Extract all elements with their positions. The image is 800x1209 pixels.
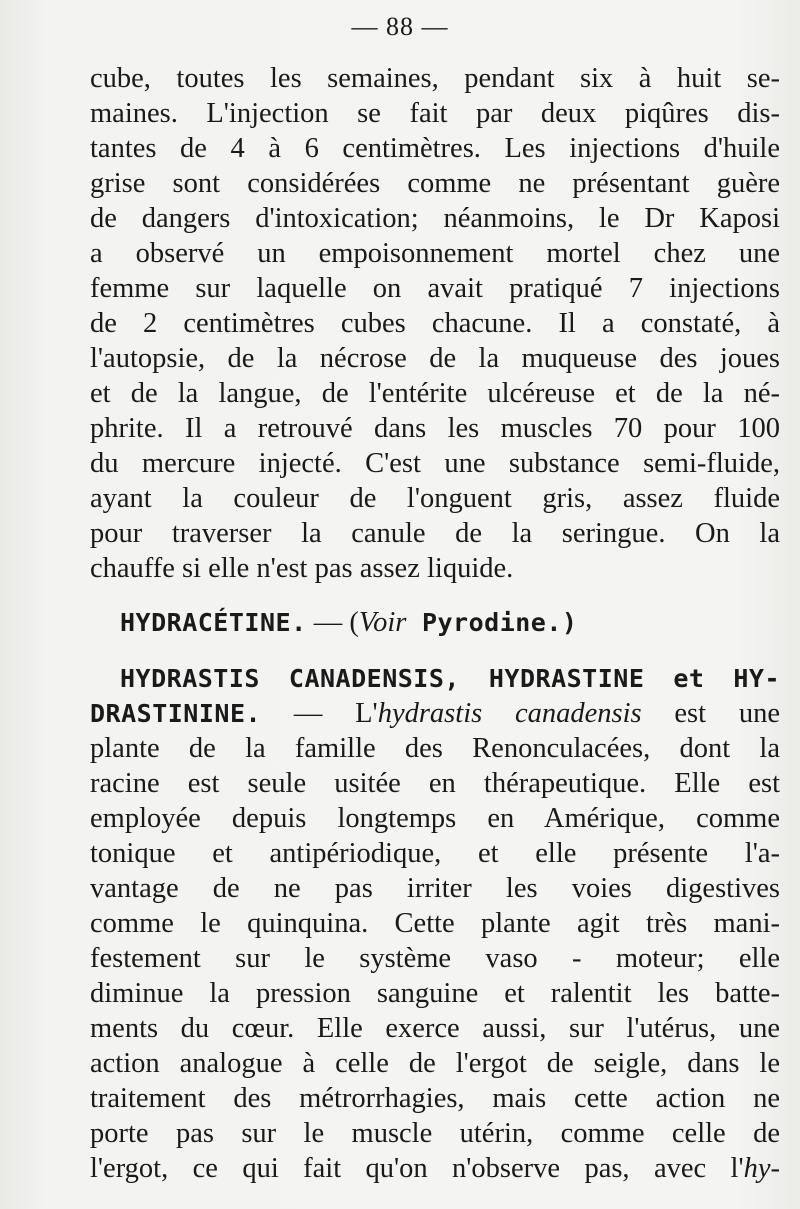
text-line: vantage de ne pas irriter les voies digestives (90, 873, 780, 904)
text-line: festement sur le système vaso - moteur; elle (90, 943, 780, 974)
entry-dash: — L' (261, 698, 378, 729)
text-line: action analogue à celle de l'ergot de seigle, dans le (90, 1048, 780, 1079)
text-line: chauffe si elle n'est pas assez liquide. (90, 553, 514, 584)
text-line: grise sont considérées comme ne présentant guère (90, 168, 780, 199)
text-line: femme sur laquelle on avait pratiqué 7 injections (90, 273, 780, 304)
text-fragment: l'ergot, ce qui fait qu'on n'observe pas, avec l' (90, 1153, 744, 1184)
page-number: — 88 — (351, 12, 449, 41)
cross-reference-target: Pyrodine.) (406, 608, 578, 637)
text-line: l'autopsie, de la nécrose de la muqueuse des joues (90, 343, 780, 374)
text-line: de 2 centimètres cubes chacune. Il a constaté, à (90, 308, 780, 339)
text-line: pour traverser la canule de la seringue. On la (90, 518, 780, 549)
text-line: plante de la famille des Renonculacées, dont la (90, 733, 780, 764)
italic-term: hydrastis canadensis (377, 698, 642, 729)
text-line: cube, toutes les semaines, pendant six à huit se- (90, 63, 780, 94)
entry-heading: HYDRASTIS CANADENSIS, HYDRASTINE et HY- (120, 664, 780, 693)
text-line: tonique et antipériodique, et elle présente l'a- (90, 838, 780, 869)
text-line: comme le quinquina. Cette plante agit très mani- (90, 908, 780, 939)
text-line: du mercure injecté. C'est une substance semi-fluide, (90, 448, 780, 479)
text-line: ayant la couleur de l'onguent gris, assez fluide (90, 483, 780, 514)
text-line: diminue la pression sanguine et ralentit les batte- (90, 978, 780, 1009)
cross-reference-voir: Voir (358, 607, 407, 638)
text-line: employée depuis longtemps en Amérique, comme (90, 803, 780, 834)
text-line: a observé un empoisonnement mortel chez une (90, 238, 780, 269)
entry-hydracetine (120, 606, 780, 640)
text-line: maines. L'injection se fait par deux piqûres dis- (90, 98, 780, 129)
text-line (90, 1152, 780, 1186)
text-line (90, 697, 780, 731)
text-line: et de la langue, de l'entérite ulcéreuse et de la né- (90, 378, 780, 409)
text-line: tantes de 4 à 6 centimètres. Les injections d'huile (90, 133, 780, 164)
entry-heading-continued: DRASTININE. (90, 699, 262, 728)
text-line: racine est seule usitée en thérapeutique. Elle est (90, 768, 780, 799)
text-line: de dangers d'intoxication; néanmoins, le Dr Kaposi (90, 203, 780, 234)
text-line: traitement des métrorrhagies, mais cette action ne (90, 1083, 780, 1114)
text-fragment: est une (641, 698, 780, 729)
text-line: porte pas sur le muscle utérin, comme celle de (90, 1118, 780, 1149)
italic-term: hy- (743, 1153, 780, 1184)
text-line: ments du cœur. Elle exerce aussi, sur l'utérus, une (90, 1013, 780, 1044)
entry-heading: HYDRACÉTINE. (120, 608, 307, 637)
text-line: phrite. Il a retrouvé dans les muscles 70 pour 100 (90, 413, 780, 444)
entry-dash: — ( (306, 607, 359, 638)
